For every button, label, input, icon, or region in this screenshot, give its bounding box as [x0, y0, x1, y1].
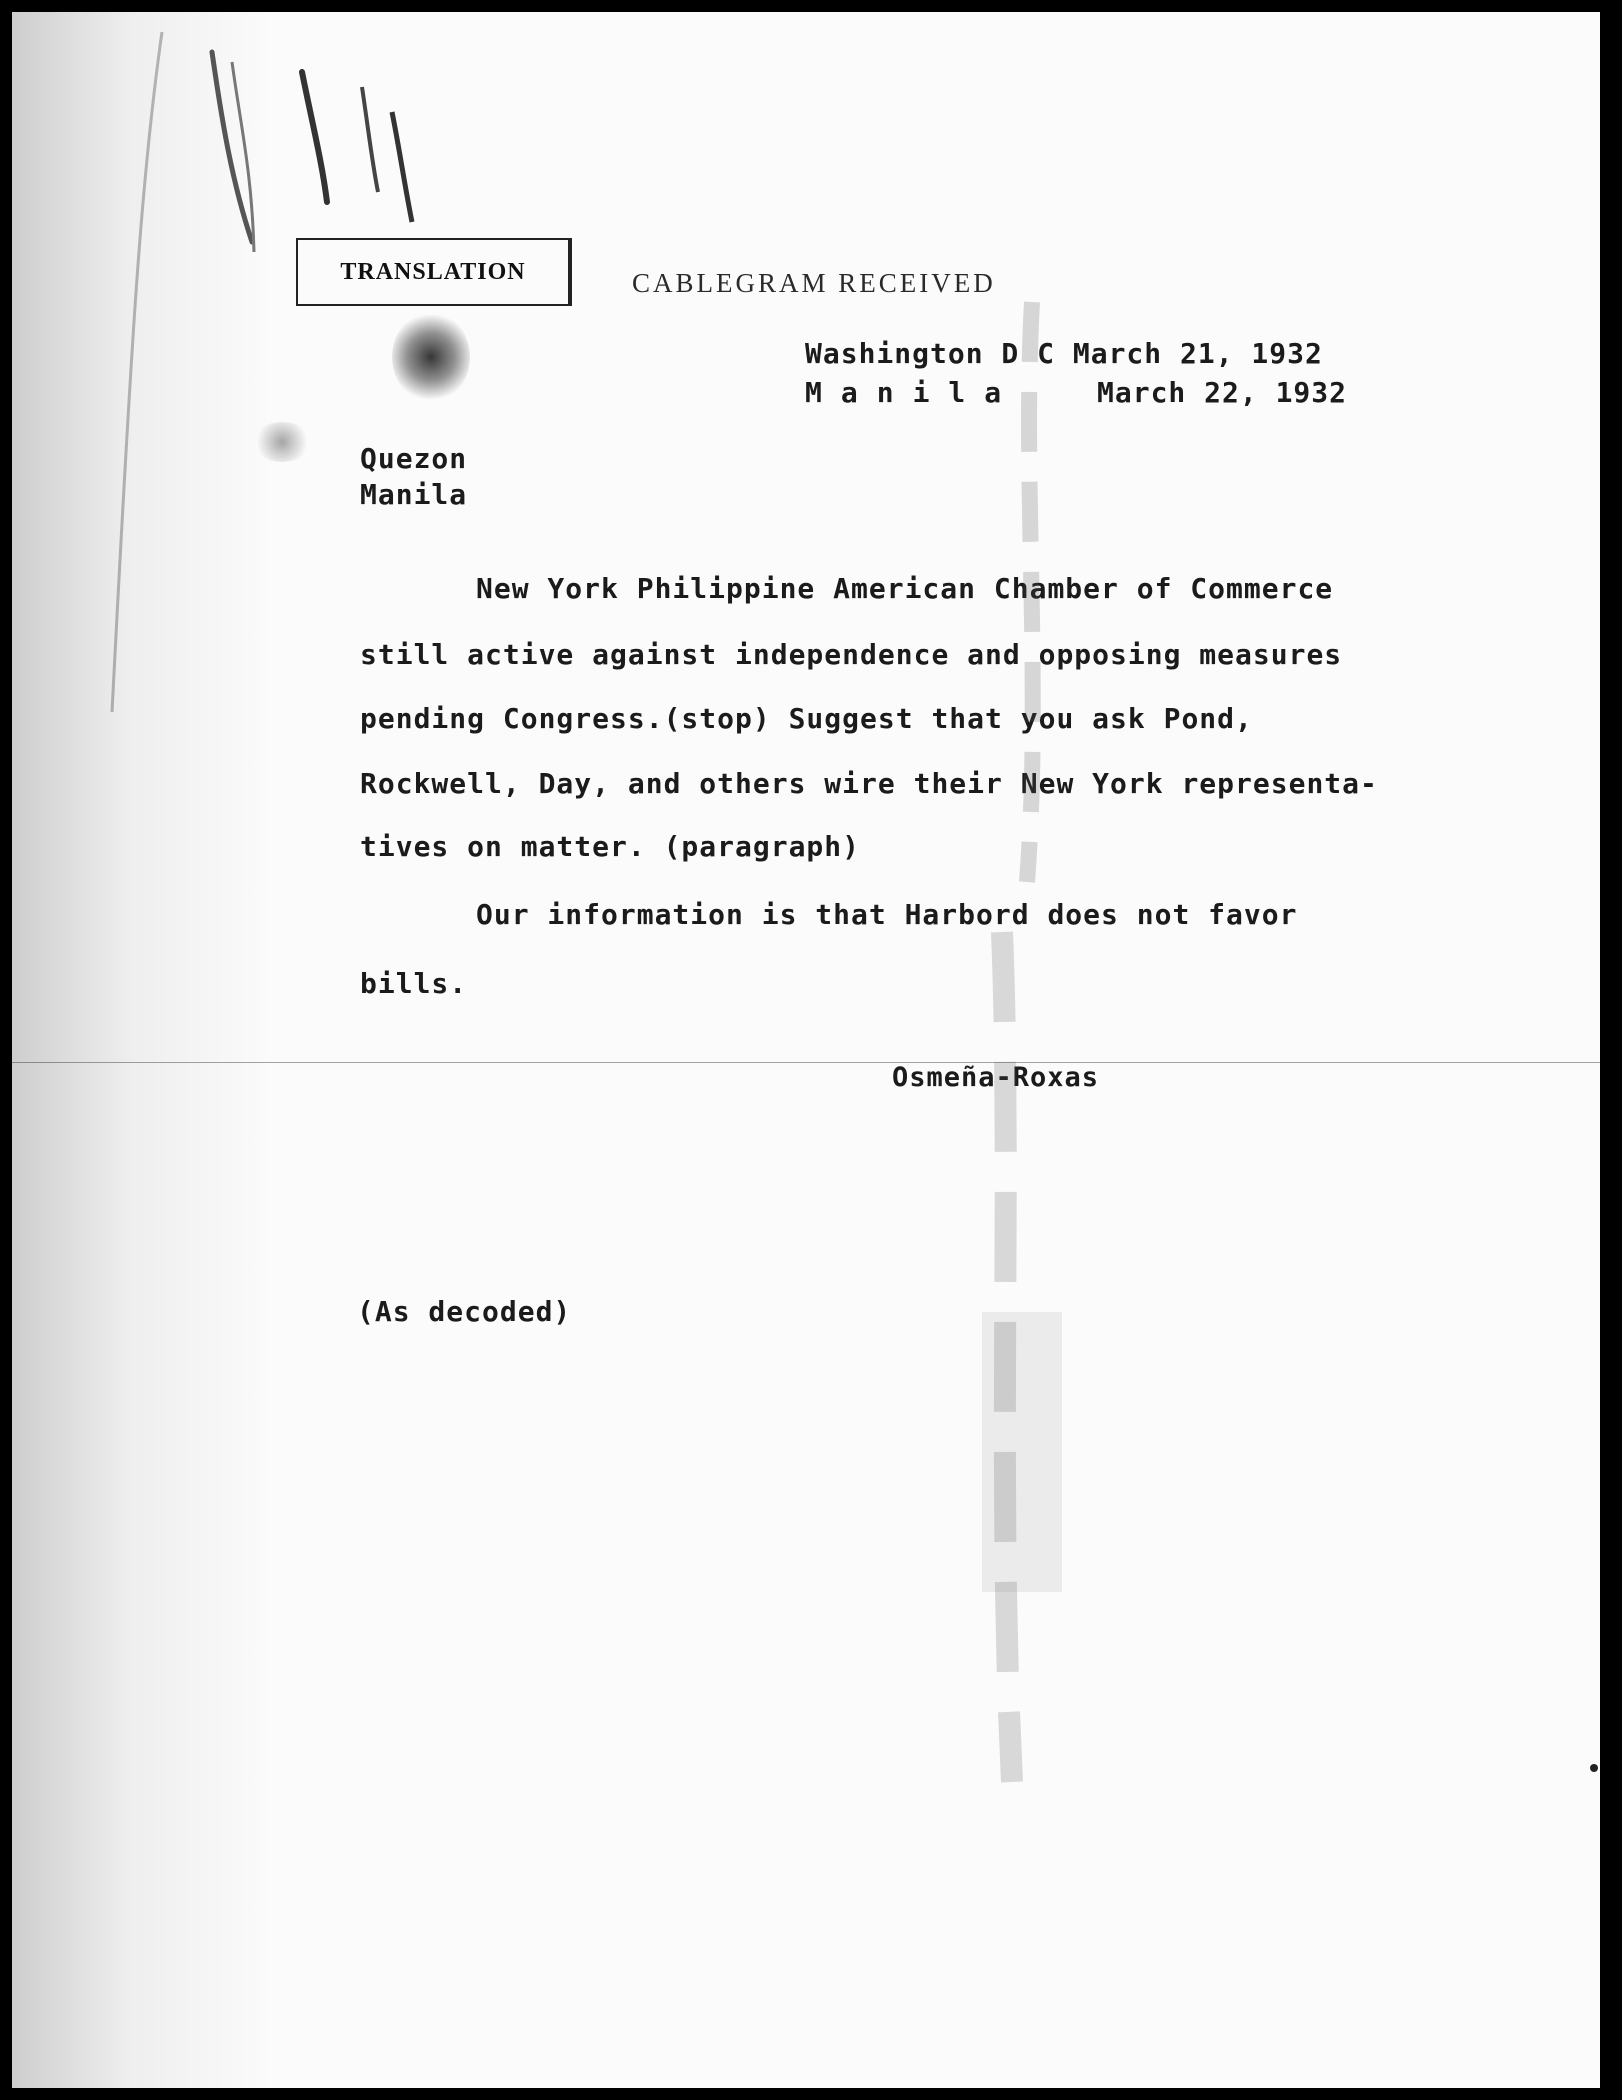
cablegram-title: CABLEGRAM RECEIVED [632, 268, 996, 298]
decoded-note: (As decoded) [357, 1295, 572, 1328]
body-line: pending Congress.(stop) Suggest that you ask Pond, [360, 702, 1253, 735]
body-line: tives on matter. (paragraph) [360, 830, 861, 863]
document-page [12, 12, 1600, 2088]
body-line: bills. [360, 967, 468, 1000]
translation-label: TRANSLATION [340, 258, 526, 285]
faint-archive-stamp [942, 282, 1122, 2082]
translation-label-box [296, 238, 572, 306]
destination-place: Manila [805, 376, 1021, 409]
signature: Osmeña-Roxas [892, 1062, 1100, 1093]
handwritten-scribble-top [182, 32, 442, 272]
ink-smudge [392, 312, 470, 402]
body-line: Rockwell, Day, and others wire their New York representa- [360, 767, 1378, 800]
addressee-name: Quezon [360, 442, 468, 475]
left-margin-line [72, 22, 182, 722]
origin-line: Washington D C March 21, 1932 [805, 337, 1323, 370]
edge-speck [1590, 1764, 1598, 1772]
destination-date: March 22, 1932 [1097, 376, 1348, 409]
body-line: New York Philippine American Chamber of Commerce [476, 572, 1334, 605]
addressee-city: Manila [360, 478, 468, 511]
body-line: still active against independence and opposing measures [360, 638, 1343, 671]
scan-fold-line [12, 1062, 1600, 1063]
body-line: Our information is that Harbord does not favor [476, 898, 1298, 931]
ink-smudge-small [252, 422, 312, 462]
